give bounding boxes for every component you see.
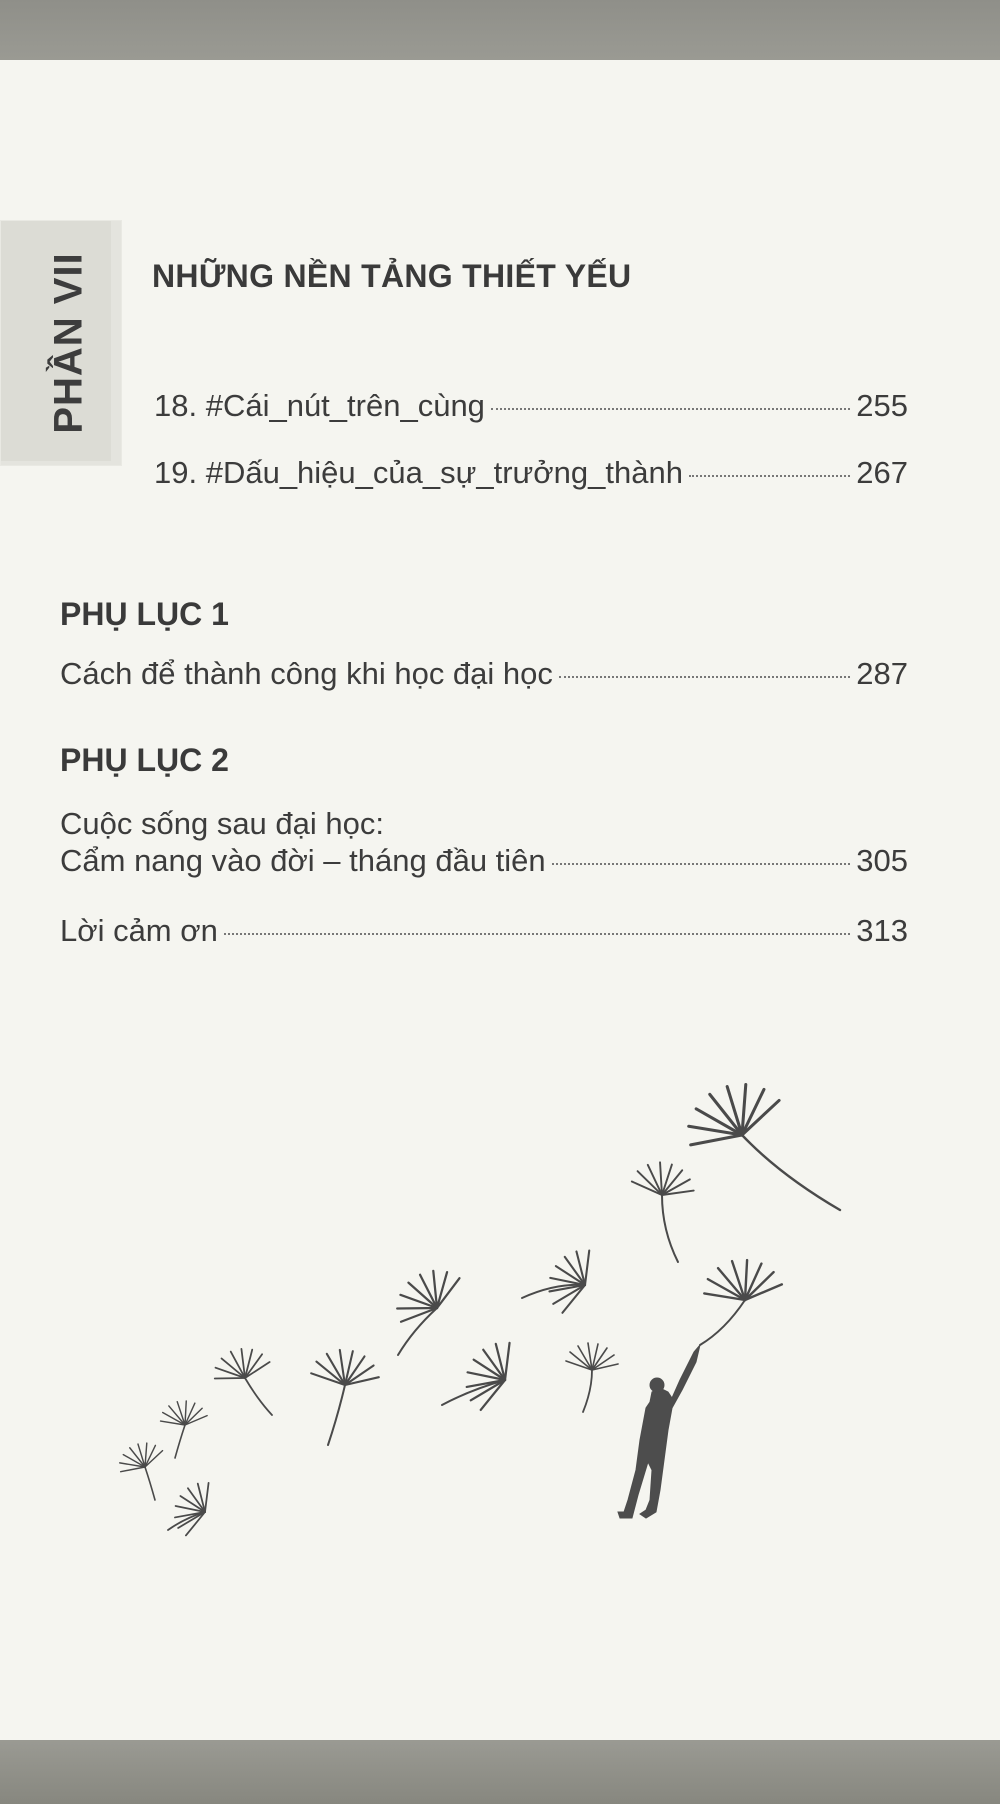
dandelion-seed-icon xyxy=(158,1397,208,1429)
dandelion-seed-icon xyxy=(457,1333,517,1414)
man-figure-icon xyxy=(618,1345,700,1518)
book-edge-bottom xyxy=(0,1740,1000,1804)
toc-entry-title: 18. #Cái_nút_trên_cùng xyxy=(154,388,485,423)
toc-entry-title: 19. #Dấu_hiệu_của_sự_trưởng_thành xyxy=(154,455,683,490)
appendix-1-heading: PHỤ LỤC 1 xyxy=(60,596,229,632)
dandelion-seed-icon xyxy=(311,1350,379,1385)
appendix-2-heading: PHỤ LỤC 2 xyxy=(60,742,229,778)
dandelion-seed-icon xyxy=(540,1241,596,1317)
toc-entry-title: Cẩm nang vào đời – tháng đầu tiên xyxy=(60,843,546,878)
dandelion-seed-icon xyxy=(674,1066,785,1160)
toc-entry-page: 267 xyxy=(856,455,908,490)
toc-entry-title-line: Cuộc sống sau đại học: xyxy=(60,806,384,841)
toc-entry-title: Lời cảm ơn xyxy=(60,913,218,948)
toc-entry-page: 287 xyxy=(856,656,908,691)
part-title: NHỮNG NỀN TẢNG THIẾT YẾU xyxy=(152,258,632,294)
dandelion-seed-icon xyxy=(566,1343,618,1370)
toc-entry-title: Cách để thành công khi học đại học xyxy=(60,656,553,691)
dandelion-seed-icon xyxy=(113,1434,166,1478)
toc-entry-page: 255 xyxy=(856,388,908,423)
toc-entry-page: 313 xyxy=(856,913,908,948)
dandelion-seed-icon xyxy=(700,1253,784,1306)
dandelion-seed-icon xyxy=(167,1475,214,1539)
dandelion-seed-icon xyxy=(631,1160,696,1198)
toc-entry-page: 305 xyxy=(856,843,908,878)
dandelion-seed-icon xyxy=(208,1340,272,1387)
part-label: PHẦN VII xyxy=(46,252,91,434)
